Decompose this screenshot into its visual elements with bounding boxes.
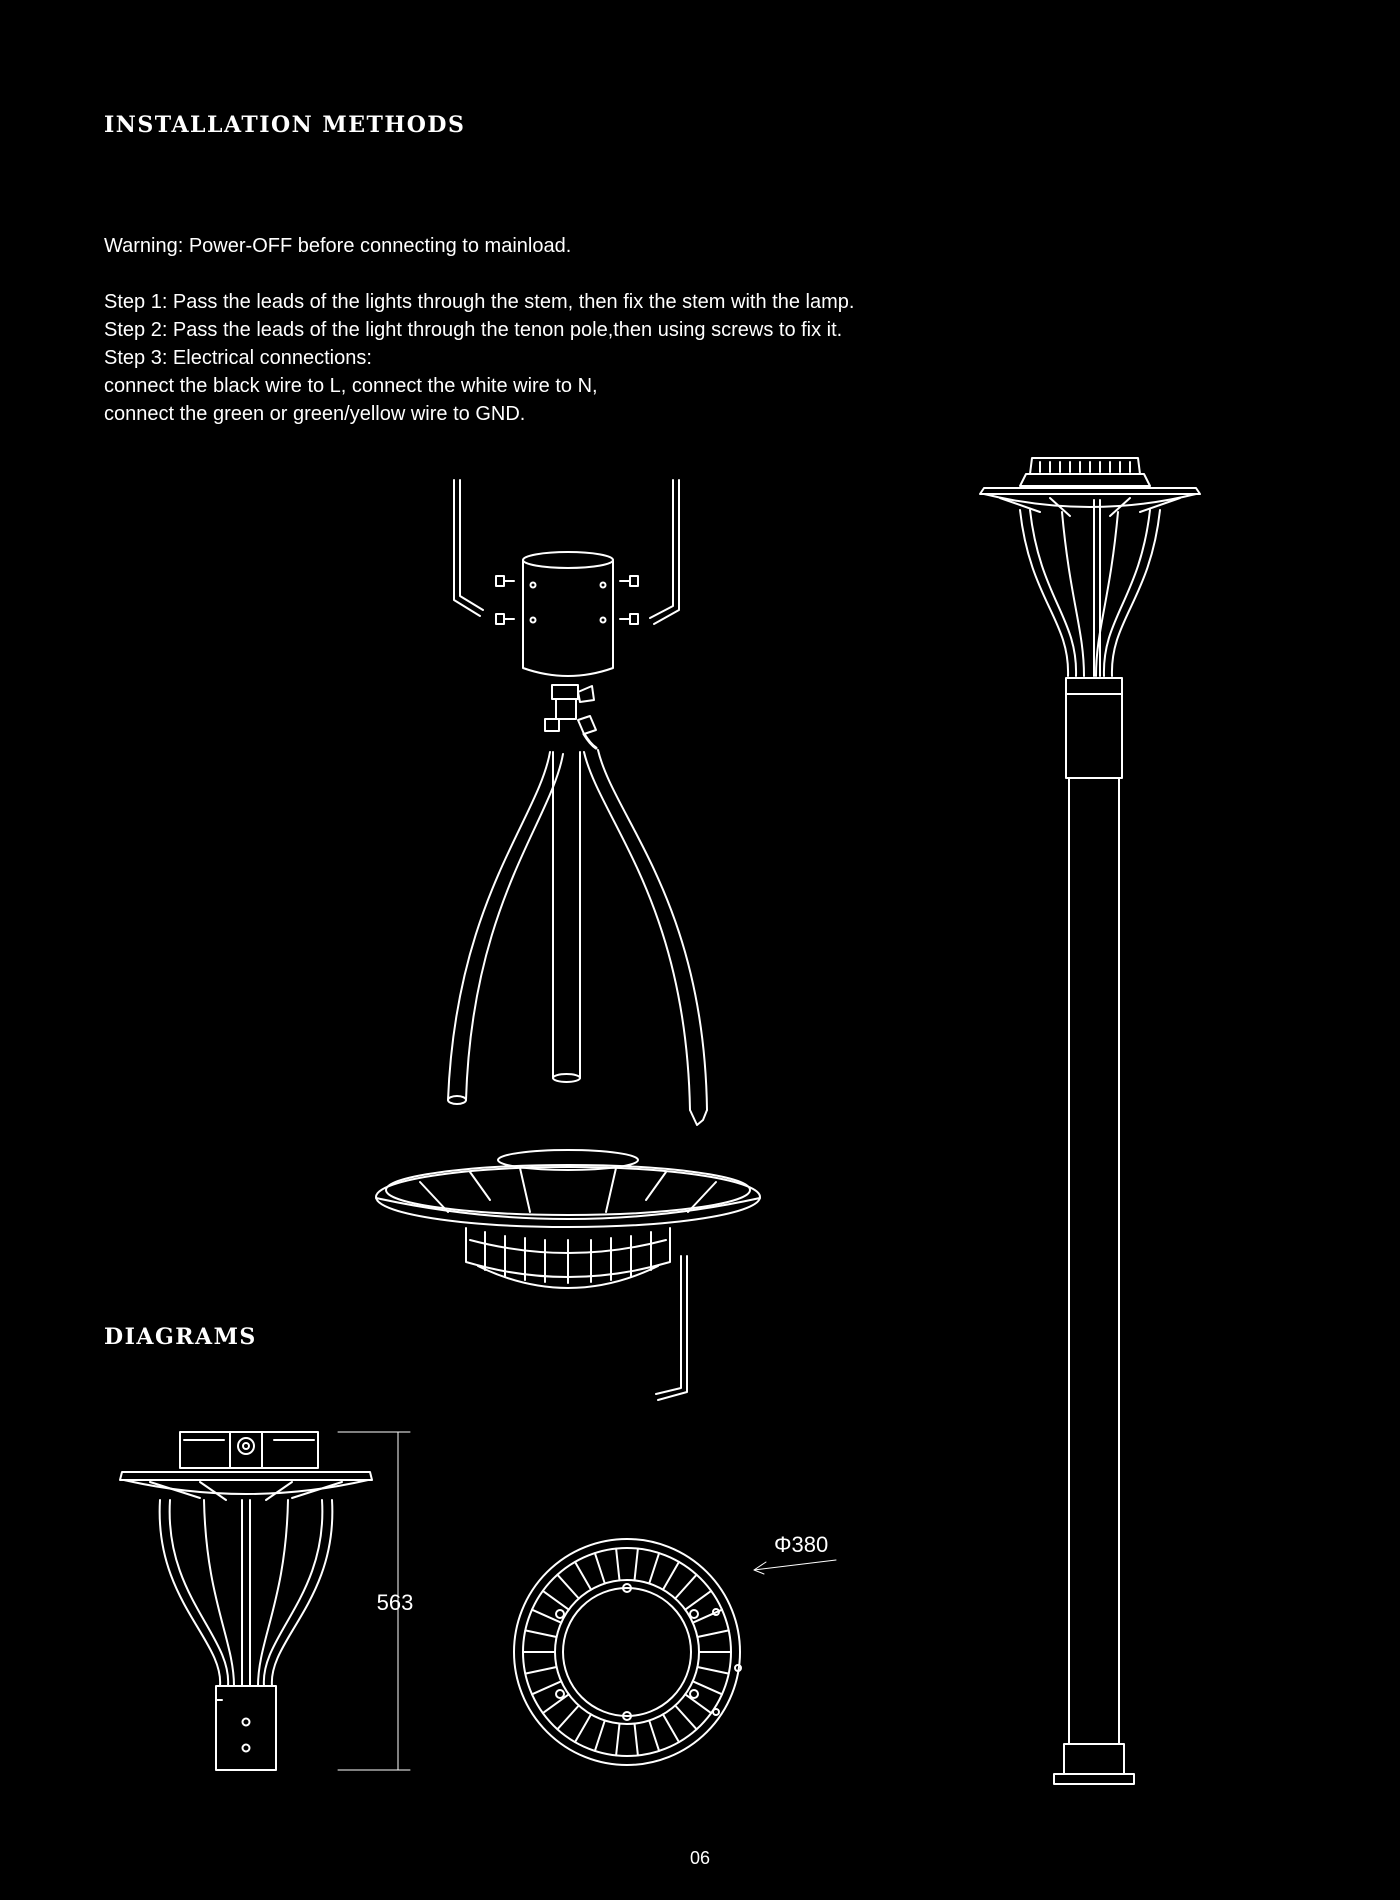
full-pole-drawing xyxy=(980,458,1200,1784)
radial-fin xyxy=(675,1575,696,1599)
radial-fin xyxy=(595,1553,605,1583)
hex-key-left xyxy=(454,480,483,616)
step-3-line-2: connect the green or green/yellow wire to GND. xyxy=(104,403,526,425)
exploded-assembly-drawing xyxy=(376,480,760,1400)
side-view-diagram xyxy=(120,1432,410,1770)
stem-connector xyxy=(545,685,596,748)
radial-fin xyxy=(649,1721,659,1751)
curved-stem-arms xyxy=(448,750,707,1125)
lamp-head-exploded xyxy=(376,1150,760,1288)
diameter-dimension-label: Φ380 xyxy=(774,1532,829,1557)
radial-fin xyxy=(543,1591,569,1610)
radial-fin xyxy=(525,1667,556,1674)
radial-fin xyxy=(685,1694,711,1713)
radial-fin xyxy=(697,1630,728,1637)
radial-fin xyxy=(663,1562,679,1590)
radial-fin xyxy=(525,1630,556,1637)
pole-top-cap xyxy=(523,552,613,676)
radial-fin xyxy=(543,1694,569,1713)
step-3-line-1: connect the black wire to L, connect the white wire to N, xyxy=(104,375,598,397)
screws xyxy=(496,576,638,624)
radial-fin xyxy=(663,1714,679,1742)
radial-fin xyxy=(575,1562,591,1590)
radial-fin xyxy=(557,1575,578,1599)
radial-fin xyxy=(575,1714,591,1742)
page-number: 06 xyxy=(689,1848,711,1868)
step-2-text: Step 2: Pass the leads of the light through the tenon pole,then using screws to fix it. xyxy=(104,319,843,341)
radial-fin xyxy=(685,1591,711,1610)
screw-bottom-right xyxy=(620,614,638,624)
step-3-text: Step 3: Electrical connections: xyxy=(104,347,372,369)
radial-fin xyxy=(675,1706,696,1730)
diagrams-heading: DIAGRAMS xyxy=(104,1324,257,1350)
screw-top-left xyxy=(496,576,514,586)
hex-key-bottom xyxy=(656,1256,687,1400)
radial-fin xyxy=(697,1667,728,1674)
installation-heading: INSTALLATION METHODS xyxy=(104,112,466,138)
radial-fin xyxy=(616,1724,619,1756)
radial-fin xyxy=(557,1706,578,1730)
radial-fin xyxy=(649,1553,659,1583)
screw-top-right xyxy=(620,576,638,586)
warning-text: Warning: Power-OFF before connecting to mainload. xyxy=(104,235,572,257)
radial-fin xyxy=(635,1724,638,1756)
step-1-text: Step 1: Pass the leads of the lights through the stem, then fix the stem with the lamp. xyxy=(104,291,855,313)
height-dimension-label: 563 xyxy=(376,1590,414,1615)
hex-key-right xyxy=(650,480,679,624)
radial-fin xyxy=(616,1549,619,1581)
radial-fin xyxy=(595,1721,605,1751)
screw-bottom-left xyxy=(496,614,514,624)
radial-fin xyxy=(635,1549,638,1581)
bottom-view-diagram xyxy=(514,1539,836,1765)
